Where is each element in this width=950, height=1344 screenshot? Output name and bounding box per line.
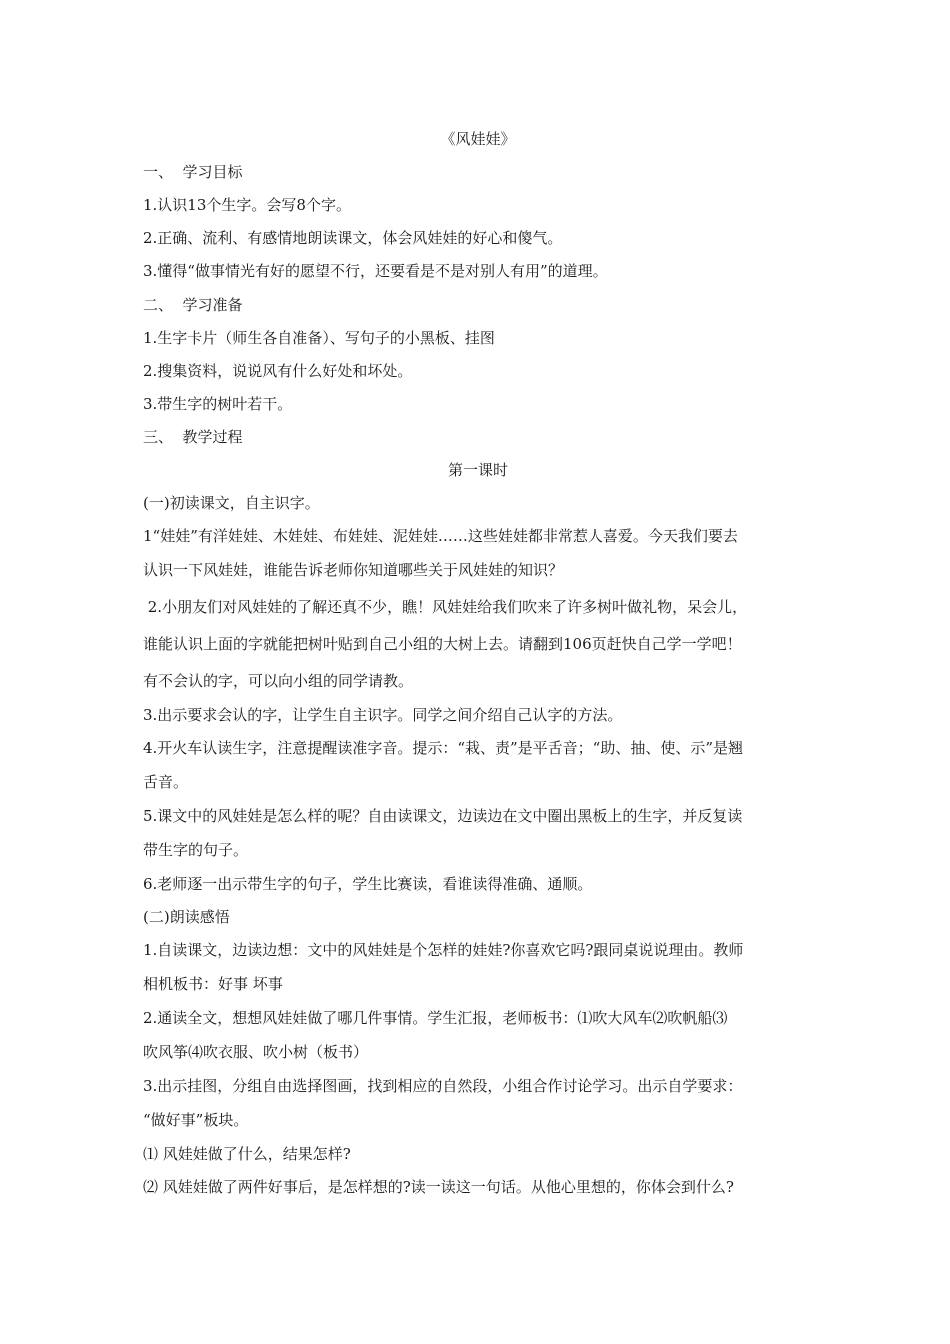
lesson-heading: 第一课时 — [447, 461, 508, 479]
paragraph: 有不会认的字，可以向小组的同学请教。 — [143, 672, 414, 690]
section-heading-goals: 一、 学习目标 — [143, 163, 243, 181]
paragraph: “做好事”板块。 — [143, 1111, 249, 1129]
paragraph: 3.带生字的树叶若干。 — [143, 395, 293, 413]
paragraph: 吹风筝⑷吹衣服、吹小树（板书） — [143, 1043, 369, 1061]
paragraph: 3.出示挂图，分组自由选择图画，找到相应的自然段，小组合作讨论学习。出示自学要求： — [143, 1077, 743, 1095]
paragraph: 谁能认识上面的字就能把树叶贴到自己小组的大树上去。请翻到106页赶快自己学一学吧！ — [143, 635, 742, 653]
paragraph: 5.课文中的风娃娃是怎么样的呢？自由读课文，边读边在文中圈出黑板上的生字，并反复读 — [143, 807, 743, 825]
section-heading-process: 三、 教学过程 — [143, 428, 243, 446]
paragraph: 带生字的句子。 — [143, 841, 249, 859]
paragraph: 相机板书：好事 坏事 — [143, 975, 283, 993]
paragraph: 2.小朋友们对风娃娃的了解还真不少，瞧！风娃娃给我们吹来了许多树叶做礼物，呆会儿， — [143, 598, 748, 616]
paragraph: 1.认识13个生字。会写8个字。 — [143, 196, 351, 214]
paragraph: 2.通读全文，想想风娃娃做了哪几件事情。学生汇报，老师板书：⑴吹大风车⑵吹帆船⑶ — [143, 1009, 728, 1027]
paragraph: 1.生字卡片（师生各自准备）、写句子的小黑板、挂图 — [143, 329, 495, 347]
paragraph: 4.开火车认读生字，注意提醒读准字音。提示：“栽、责”是平舌音；“助、抽、使、示”是翘 — [143, 739, 743, 757]
paragraph: 3.出示要求会认的字，让学生自主识字。同学之间介绍自己认字的方法。 — [143, 706, 623, 724]
section-heading-preparation: 二、 学习准备 — [143, 296, 243, 314]
document-title: 《风娃娃》 — [440, 130, 516, 148]
paragraph: 舌音。 — [143, 773, 189, 791]
paragraph: 2.正确、流利、有感情地朗读课文，体会风娃娃的好心和傻气。 — [143, 229, 563, 247]
paragraph: 2.搜集资料，说说风有什么好处和坏处。 — [143, 362, 413, 380]
subsection-heading: (一)初读课文，自主识字。 — [143, 494, 320, 512]
paragraph: 6.老师逐一出示带生字的句子，学生比赛读，看谁读得准确、通顺。 — [143, 875, 593, 893]
paragraph: 3.懂得“做事情光有好的愿望不行，还要看是不是对别人有用”的道理。 — [143, 262, 608, 280]
paragraph: 1“娃娃”有洋娃娃、木娃娃、布娃娃、泥娃娃……这些娃娃都非常惹人喜爱。今天我们要去 — [143, 527, 738, 545]
subsection-heading: (二)朗读感悟 — [143, 908, 230, 926]
paragraph: 1.自读课文，边读边想：文中的风娃娃是个怎样的娃娃?你喜欢它吗?跟同桌说说理由。教师 — [143, 941, 744, 959]
paragraph: 认识一下风娃娃，谁能告诉老师你知道哪些关于风娃娃的知识？ — [143, 561, 564, 579]
list-item: ⑵ 风娃娃做了两件好事后，是怎样想的?读一读这一句话。从他心里想的，你体会到什么? — [143, 1178, 734, 1196]
list-item: ⑴ 风娃娃做了什么，结果怎样? — [143, 1145, 351, 1163]
